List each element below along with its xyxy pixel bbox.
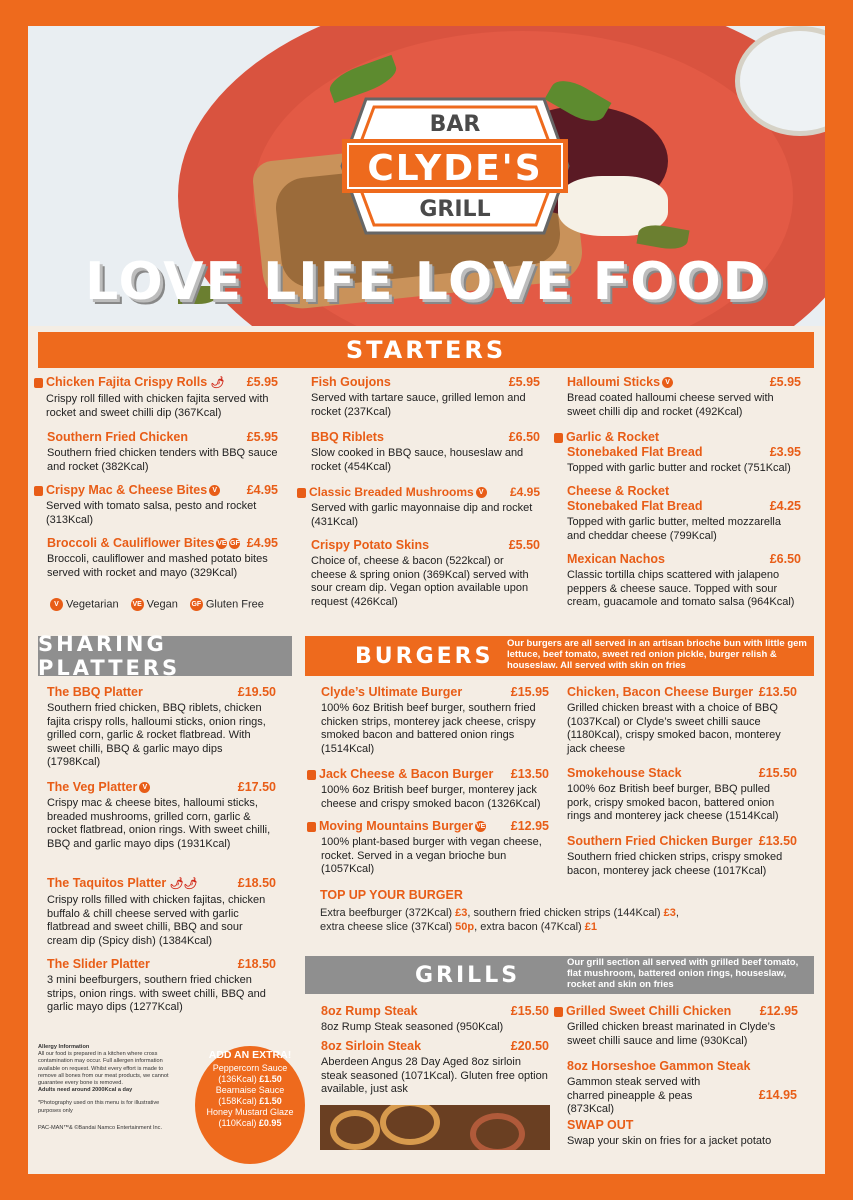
item-price: £20.50 — [510, 1039, 549, 1053]
item-name: Crispy Potato Skins — [311, 538, 430, 552]
item-price: £4.25 — [769, 499, 801, 513]
menu-item — [311, 375, 540, 419]
topup-separator: , — [675, 907, 679, 919]
menu-item — [297, 485, 540, 529]
add-extra-badge — [195, 1046, 305, 1164]
item-price: £15.50 — [510, 1004, 549, 1018]
item-description: Southern fried chicken tenders with BBQ sauce and rocket (382Kcal) — [47, 447, 278, 473]
item-price: £12.95 — [510, 819, 549, 833]
vegetarian-icon: V — [209, 485, 220, 496]
item-description: Bread coated halloumi cheese served with sweet chilli dip and rocket (492Kcal) — [567, 392, 774, 418]
item-name: Mexican Nachos — [567, 552, 665, 566]
menu-item — [307, 767, 549, 811]
lock-icon — [34, 378, 43, 388]
item-description: Crispy rolls filled with chicken fajitas, chicken buffalo & chill cheese served with garlic flatbread and sweet chilli, BBQ and sour cream dip (Spicy dish) (1384Kcal) — [47, 894, 266, 947]
item-price: £5.95 — [246, 430, 278, 444]
extra-item: Peppercorn Sauce — [212, 1063, 288, 1073]
item-price: £18.50 — [237, 957, 276, 971]
hero-image — [28, 26, 825, 326]
menu-item — [307, 819, 549, 877]
item-name: Jack Cheese & Bacon Burger — [319, 767, 494, 781]
vegetarian-icon: V — [476, 487, 487, 498]
item-name: Moving Mountains Burger — [319, 819, 474, 833]
item-price: £14.95 — [758, 1088, 797, 1102]
item-price: £12.95 — [759, 1004, 798, 1018]
item-price: £4.95 — [246, 483, 278, 497]
item-description: 8oz Rump Steak seasoned (950Kcal) — [321, 1021, 504, 1033]
item-description: Broccoli, cauliflower and mashed potato bites served with rocket and mayo (329Kcal) — [47, 553, 268, 579]
item-name: 8oz Rump Steak — [321, 1004, 418, 1018]
copyright-note: PAC-MAN™& ©Bandai Namco Entertainment Inc. — [38, 1124, 163, 1131]
menu-item — [567, 552, 801, 610]
topup-item: , southern fried chicken strips (144Kcal) — [467, 907, 664, 919]
grills-note: Our grill section all served with grilled beef tomato, flat mushroom, battered onion rings, houseslaw, rocket and skin on fries — [567, 957, 799, 990]
item-description: 3 mini beefburgers, southern fried chicken strips, onion rings. with sweet chilli, BBQ and garlic mayo dips (1277Kcal) — [47, 974, 266, 1013]
vegan-icon: VE — [476, 823, 486, 831]
menu-item — [567, 834, 797, 878]
topup-price: 50p — [455, 921, 475, 933]
item-description: Gammon steak served with charred pineapple & peas (873Kcal) — [567, 1076, 701, 1115]
item-description: Southern fried chicken strips, crispy smoked bacon, monterey jack cheese (1017Kcal) — [567, 851, 783, 877]
menu-item — [321, 1004, 549, 1035]
tagline: LOVE LIFE LOVE FOOD — [85, 252, 768, 312]
menu-item — [34, 483, 278, 527]
menu-item — [321, 1039, 549, 1097]
topup-title: TOP UP YOUR BURGER — [320, 888, 463, 902]
extra-kcal: (136Kcal) — [218, 1074, 257, 1084]
allergy-title: Allergy Information — [38, 1044, 90, 1050]
menu-item — [554, 430, 801, 476]
chili-icon: 🌶 — [210, 377, 225, 389]
topup-price: £3 — [663, 907, 676, 919]
item-price: £18.50 — [237, 876, 276, 890]
menu-item — [567, 1118, 797, 1149]
allergy-info — [38, 1044, 178, 1132]
gluten-free-icon: GF — [230, 540, 240, 548]
item-name: Chicken, Bacon Cheese Burger — [567, 685, 754, 699]
topup-item: , extra bacon (47Kcal) — [474, 921, 585, 933]
menu-item — [34, 375, 278, 420]
menu-item — [567, 766, 797, 824]
clydes-logo — [336, 81, 574, 251]
item-name-line2: Stonebaked Flat Bread — [567, 499, 703, 513]
photo-disclaimer: *Photography used on this menu is for illustrative purposes only — [38, 1100, 160, 1114]
item-name: Broccoli & Cauliflower Bites — [47, 536, 215, 550]
menu-item — [311, 538, 540, 609]
vegan-icon: VE — [217, 540, 227, 548]
grills-title: GRILLS — [415, 962, 521, 988]
item-name: The Slider Platter — [47, 957, 150, 971]
item-price: £13.50 — [510, 767, 549, 781]
menu-item — [567, 1059, 797, 1117]
diet-legend — [48, 598, 264, 611]
item-price: £6.50 — [508, 430, 540, 444]
vegetarian-icon: V — [139, 782, 150, 793]
topup-item: extra cheese slice (37Kcal) — [320, 921, 456, 933]
item-description: Grilled chicken breast marinated in Clyde’s sweet chilli sauce and lime (930Kcal) — [567, 1021, 776, 1047]
item-price: £15.95 — [510, 685, 549, 699]
item-name: Halloumi Sticks — [567, 375, 661, 389]
item-name: BBQ Riblets — [311, 430, 384, 444]
item-description: Topped with garlic butter and rocket (751Kcal) — [567, 462, 791, 474]
menu-item — [47, 536, 278, 580]
item-name: Chicken Fajita Crispy Rolls — [46, 375, 208, 389]
topup-item: Extra beefburger (372Kcal) — [320, 907, 456, 919]
starters-title: STARTERS — [345, 336, 507, 364]
extra-title: ADD AN EXTRA! — [208, 1049, 292, 1061]
item-price: £3.95 — [769, 445, 801, 459]
item-name: Fish Goujons — [311, 375, 391, 389]
menu-item — [47, 685, 276, 770]
item-description: Southern fried chicken, BBQ riblets, chicken fajita crispy rolls, halloumi sticks, onion rings, grilled corn, garlic & rocket flatbread. With sweet chilli, BBQ & garlic mayo dips (1798Kcal) — [47, 702, 266, 768]
item-description: Classic tortilla chips scattered with jalapeno peppers & cheese sauce. Topped with sour cream, guacamole and tomato salsa (964Kcal) — [567, 569, 795, 608]
item-name: Clyde’s Ultimate Burger — [321, 685, 463, 699]
sharing-banner — [38, 632, 292, 680]
extra-item: Bearnaise Sauce — [215, 1085, 285, 1095]
lock-icon — [307, 822, 316, 832]
extra-price: £0.95 — [258, 1118, 282, 1128]
menu-item — [47, 957, 276, 1015]
gluten-free-icon: GF — [190, 598, 203, 611]
item-name: SWAP OUT — [567, 1118, 634, 1132]
item-description: Crispy mac & cheese bites, halloumi sticks, breaded mushrooms, grilled corn, garlic & rocket flatbread, onion rings. With sweet chilli, BBQ and garlic mayo dips (1931Kcal) — [47, 797, 271, 850]
menu-item — [321, 685, 549, 756]
chili-icon: 🌶🌶 — [169, 878, 198, 890]
item-name: The BBQ Platter — [47, 685, 143, 699]
legend-vegan: Vegan — [146, 598, 178, 611]
starters-banner — [38, 332, 814, 368]
item-price: £17.50 — [237, 780, 276, 794]
vegetarian-icon: V — [662, 377, 673, 388]
item-price: £15.50 — [758, 766, 797, 780]
item-price: £4.95 — [509, 485, 540, 499]
legend-vegetarian: Vegetarian — [66, 598, 119, 611]
legend-gluten-free: Gluten Free — [205, 598, 264, 611]
item-price: £6.50 — [769, 552, 801, 566]
lock-icon — [297, 488, 306, 498]
item-description: Crispy roll filled with chicken fajita served with rocket and sweet chilli dip (367Kcal) — [46, 393, 269, 419]
item-description: Grilled chicken breast with a choice of BBQ (1037Kcal) or Clyde’s sweet chilli sauce (1180Kcal), crispy smoked bacon, monterey jack cheese — [567, 702, 781, 755]
menu-item — [47, 780, 276, 851]
sharing-title: SHARING PLATTERS — [38, 632, 181, 680]
logo-name-text: CLYDE'S — [367, 148, 543, 189]
item-name: Grilled Sweet Chilli Chicken — [566, 1004, 732, 1018]
menu-item — [567, 484, 801, 543]
extra-price: £1.50 — [259, 1074, 282, 1084]
item-name: Classic Breaded Mushrooms — [309, 485, 474, 499]
vegetarian-icon: V — [50, 598, 63, 611]
lock-icon — [307, 770, 316, 780]
item-description: Served with garlic mayonnaise dip and rocket (431Kcal) — [311, 502, 533, 528]
topup-text — [320, 906, 790, 934]
extra-price: £1.50 — [259, 1096, 282, 1106]
item-price: £13.50 — [758, 685, 797, 699]
menu-item — [554, 1004, 798, 1048]
vegan-icon: VE — [131, 598, 144, 611]
item-price: £5.95 — [508, 375, 540, 389]
onion-rings-photo — [320, 1105, 550, 1150]
item-name: Southern Fried Chicken Burger — [567, 834, 753, 848]
menu-item — [47, 876, 276, 948]
extra-kcal: (158Kcal) — [218, 1096, 257, 1106]
menu-item — [567, 375, 801, 419]
lock-icon — [34, 486, 43, 496]
allergy-adults: Adults need around 2000Kcal a day — [38, 1087, 133, 1094]
menu-item — [47, 430, 278, 474]
item-name: Garlic & Rocket — [566, 430, 660, 444]
item-description: 100% plant-based burger with vegan cheese, rocket. Served in a vegan brioche bun (1057Kcal) — [321, 836, 542, 875]
item-description: 100% 6oz British beef burger, monterey jack cheese and crispy smoked bacon (1326Kcal) — [321, 784, 541, 810]
extra-kcal: (110Kcal) — [218, 1118, 257, 1128]
item-description: Topped with garlic butter, melted mozzarella and cheddar cheese (799Kcal) — [567, 516, 781, 542]
item-name: Crispy Mac & Cheese Bites — [46, 483, 208, 497]
item-name: 8oz Horseshoe Gammon Steak — [567, 1059, 751, 1073]
item-description: Slow cooked in BBQ sauce, houseslaw and rocket (454Kcal) — [311, 447, 524, 473]
item-name-line2: Stonebaked Flat Bread — [567, 445, 703, 459]
item-description: Aberdeen Angus 28 Day Aged 8oz sirloin steak seasoned (1071Kcal). Gluten free option available, just ask — [321, 1056, 548, 1095]
item-description: Swap your skin on fries for a jacket potato — [567, 1135, 772, 1147]
item-name: The Veg Platter — [47, 780, 138, 794]
item-name: The Taquitos Platter — [47, 876, 167, 890]
item-description: Served with tartare sauce, grilled lemon and rocket (237Kcal) — [311, 392, 526, 418]
burgers-note: Our burgers are all served in an artisan brioche bun with little gem lettuce, beef tomato, sweet red onion pickle, burger relish & houseslaw. All served with skin on fries — [507, 638, 807, 671]
item-description: 100% 6oz British beef burger, BBQ pulled pork, crispy smoked bacon, battered onion rings and monterey jack cheese (1514Kcal) — [567, 783, 779, 822]
menu-item — [567, 685, 797, 756]
allergy-body: All our food is prepared in a kitchen where cross contamination may occur. Full allergen information available on request. Whilst every effort is made to remove all bones from our meat products, we cannot guarantee every bone is removed. — [38, 1051, 169, 1087]
item-name: Smokehouse Stack — [567, 766, 682, 780]
logo-grill-text: GRILL — [419, 197, 491, 222]
item-name: Cheese & Rocket — [567, 484, 670, 498]
item-price: £19.50 — [237, 685, 276, 699]
extra-item: Honey Mustard Glaze — [206, 1107, 294, 1117]
item-price: £13.50 — [758, 834, 797, 848]
item-price: £4.95 — [246, 536, 278, 550]
topup-price: £1 — [584, 921, 598, 933]
item-description: Served with tomato salsa, pesto and rocket (313Kcal) — [46, 500, 257, 526]
burgers-title: BURGERS — [355, 643, 494, 669]
item-price: £5.50 — [508, 538, 540, 552]
item-description: Choice of, cheese & bacon (522kcal) or cheese & spring onion (369Kcal) served with sour cream dip. Vegan option available upon request (426Kcal) — [311, 555, 529, 608]
item-price: £5.95 — [246, 375, 278, 389]
lock-icon — [554, 433, 563, 443]
lock-icon — [554, 1007, 563, 1017]
item-name: Southern Fried Chicken — [47, 430, 188, 444]
topup-price: £3 — [455, 907, 468, 919]
logo-bar-text: BAR — [429, 112, 481, 137]
item-description: 100% 6oz British beef burger, southern fried chicken strips, monterey jack cheese, crispy smoked bacon and battered onion rings (1514Kcal) — [321, 702, 536, 755]
menu-item — [311, 430, 540, 474]
item-name: 8oz Sirloin Steak — [321, 1039, 422, 1053]
item-price: £5.95 — [769, 375, 801, 389]
